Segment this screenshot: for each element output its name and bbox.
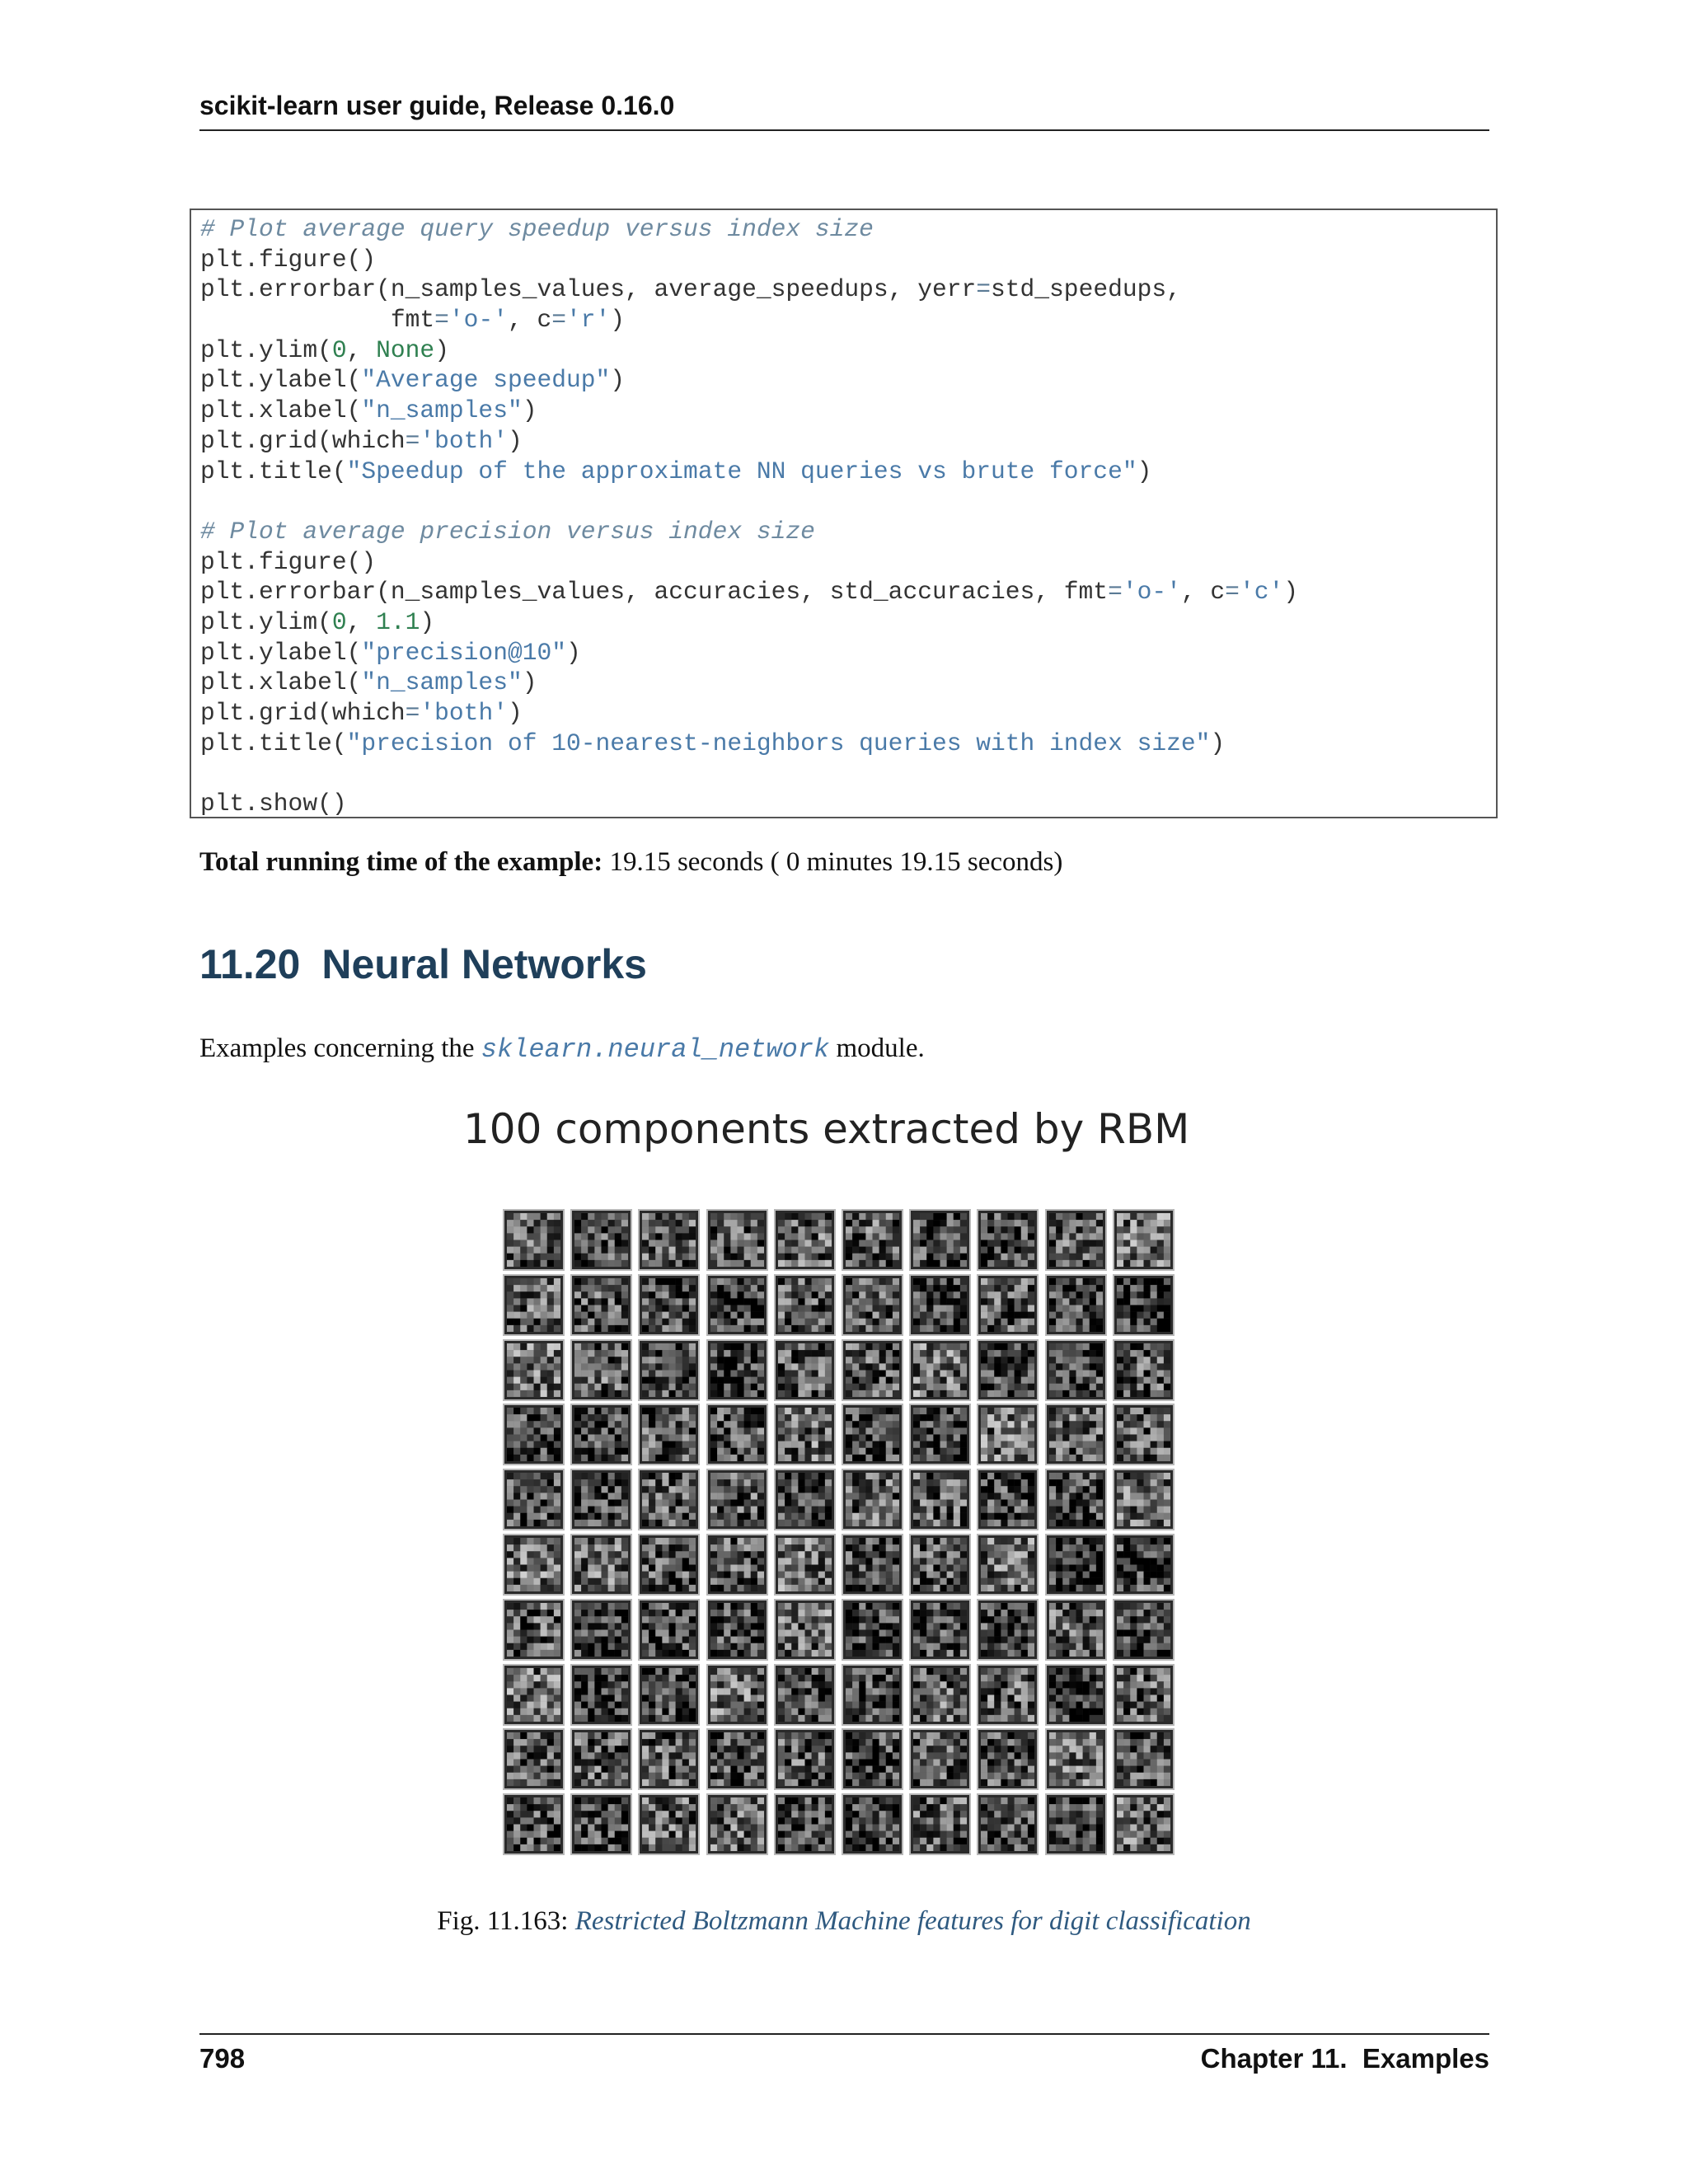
rbm-component-thumbnail xyxy=(572,1470,631,1529)
caption-link[interactable]: Restricted Boltzmann Machine features for digit classification xyxy=(574,1906,1251,1936)
code-line xyxy=(200,668,1298,698)
figure-caption xyxy=(0,1904,1688,1938)
rbm-component-thumbnail xyxy=(708,1535,767,1594)
code-token: plt.figure() xyxy=(200,547,377,576)
rbm-component-thumbnail xyxy=(572,1666,631,1724)
rbm-component-thumbnail xyxy=(911,1601,969,1659)
figure-title: 100 components extracted by RBM xyxy=(463,1105,1190,1153)
rbm-component-thumbnail xyxy=(843,1211,902,1269)
rbm-component-thumbnail xyxy=(978,1795,1037,1854)
code-token: ) xyxy=(522,668,537,697)
rbm-components-grid xyxy=(504,1211,1184,1857)
rbm-component-thumbnail xyxy=(978,1470,1037,1529)
code-token: 0 xyxy=(331,335,347,364)
code-token: = xyxy=(1108,578,1123,607)
rbm-component-thumbnail xyxy=(504,1795,563,1854)
rbm-component-thumbnail xyxy=(504,1211,563,1269)
rbm-component-thumbnail xyxy=(1114,1535,1173,1594)
rbm-component-thumbnail xyxy=(572,1535,631,1594)
code-line xyxy=(200,214,1298,245)
code-token: plt.show() xyxy=(200,790,347,818)
code-token: "Average speedup" xyxy=(361,366,611,395)
rbm-component-thumbnail xyxy=(708,1601,767,1659)
code-token: = xyxy=(551,306,567,335)
rbm-component-thumbnail xyxy=(978,1211,1037,1269)
rbm-component-thumbnail xyxy=(1114,1405,1173,1464)
code-token: plt.grid(which xyxy=(200,699,406,727)
total-time-label: Total running time of the example: xyxy=(199,847,603,877)
code-token: plt.ylim( xyxy=(200,335,332,364)
code-token: 0 xyxy=(331,607,347,636)
rbm-component-thumbnail xyxy=(708,1666,767,1724)
code-token: , c xyxy=(507,306,552,335)
code-token: 'both' xyxy=(420,699,508,727)
rbm-component-thumbnail xyxy=(911,1535,969,1594)
rbm-component-thumbnail xyxy=(572,1730,631,1788)
rbm-component-thumbnail xyxy=(1114,1341,1173,1399)
code-token: plt.ylim( xyxy=(200,607,332,636)
rbm-component-thumbnail xyxy=(640,1405,698,1464)
code-token: "Speedup of the approximate NN queries vs brute force" xyxy=(346,457,1137,485)
page-number: 798 xyxy=(199,2043,246,2074)
rbm-component-thumbnail xyxy=(776,1535,834,1594)
code-token: , xyxy=(346,607,377,636)
code-token: ) xyxy=(434,335,449,364)
rbm-component-thumbnail xyxy=(640,1211,698,1269)
code-token: 'c' xyxy=(1239,578,1284,607)
total-time-value: 19.15 seconds ( 0 minutes 19.15 seconds) xyxy=(603,847,1063,877)
rbm-component-thumbnail xyxy=(1047,1470,1105,1529)
chapter-label: Chapter 11. Examples xyxy=(1200,2043,1489,2074)
code-token: plt.xlabel( xyxy=(200,668,362,697)
code-token: plt.errorbar(n_samples_values, average_speedups, yerr xyxy=(200,275,977,304)
rbm-component-thumbnail xyxy=(1047,1730,1105,1788)
rbm-component-thumbnail xyxy=(572,1795,631,1854)
code-token: 'both' xyxy=(420,426,508,455)
code-listing xyxy=(200,214,1298,819)
rbm-component-thumbnail xyxy=(978,1341,1037,1399)
code-line xyxy=(200,486,1298,517)
section-number: 11.20 xyxy=(199,941,301,987)
rbm-component-thumbnail xyxy=(504,1405,563,1464)
section-heading xyxy=(199,940,647,989)
rbm-component-thumbnail xyxy=(776,1795,834,1854)
rbm-component-thumbnail xyxy=(708,1276,767,1334)
code-token: = xyxy=(976,275,992,304)
total-running-time xyxy=(199,845,1062,879)
code-line xyxy=(200,758,1298,789)
intro-text-after: module. xyxy=(829,1033,925,1063)
code-token: plt.ylabel( xyxy=(200,638,362,667)
rbm-component-thumbnail xyxy=(843,1470,902,1529)
rbm-component-thumbnail xyxy=(1114,1211,1173,1269)
intro-text-before: Examples concerning the xyxy=(199,1033,481,1063)
code-token: # Plot average precision versus index size xyxy=(200,517,815,546)
rbm-component-thumbnail xyxy=(978,1601,1037,1659)
code-token: ) xyxy=(522,396,537,425)
rbm-component-thumbnail xyxy=(708,1341,767,1399)
rbm-component-thumbnail xyxy=(911,1211,969,1269)
rbm-component-thumbnail xyxy=(708,1730,767,1788)
code-token: # Plot average query speedup versus index size xyxy=(200,215,874,243)
rbm-component-thumbnail xyxy=(843,1666,902,1724)
section-title: Neural Networks xyxy=(321,941,647,987)
rbm-component-thumbnail xyxy=(572,1341,631,1399)
rbm-component-thumbnail xyxy=(911,1276,969,1334)
rbm-component-thumbnail xyxy=(978,1666,1037,1724)
rbm-component-thumbnail xyxy=(640,1795,698,1854)
rbm-component-thumbnail xyxy=(1047,1276,1105,1334)
code-token: plt.title( xyxy=(200,729,347,757)
rbm-component-thumbnail xyxy=(708,1211,767,1269)
rbm-component-thumbnail xyxy=(911,1470,969,1529)
rbm-component-thumbnail xyxy=(843,1276,902,1334)
code-line xyxy=(200,698,1298,729)
rbm-component-thumbnail xyxy=(911,1666,969,1724)
rbm-component-thumbnail xyxy=(776,1470,834,1529)
code-token: ) xyxy=(1283,578,1298,607)
code-token: 'o-' xyxy=(1122,578,1181,607)
rbm-component-thumbnail xyxy=(776,1405,834,1464)
code-token: "precision of 10-nearest-neighbors queries with index size" xyxy=(346,729,1211,757)
rbm-component-thumbnail xyxy=(640,1535,698,1594)
code-line xyxy=(200,607,1298,638)
rbm-component-thumbnail xyxy=(843,1601,902,1659)
rbm-component-thumbnail xyxy=(843,1341,902,1399)
code-line xyxy=(200,638,1298,668)
code-token: plt.title( xyxy=(200,457,347,485)
rbm-component-thumbnail xyxy=(572,1211,631,1269)
rbm-component-thumbnail xyxy=(978,1535,1037,1594)
rbm-component-thumbnail xyxy=(640,1730,698,1788)
running-header: scikit-learn user guide, Release 0.16.0 xyxy=(199,91,675,120)
code-token: , c xyxy=(1180,578,1226,607)
code-line xyxy=(200,517,1298,547)
code-token: ) xyxy=(610,306,626,335)
rbm-component-thumbnail xyxy=(1114,1601,1173,1659)
code-token: plt.grid(which xyxy=(200,426,406,455)
rbm-component-thumbnail xyxy=(843,1730,902,1788)
code-token: None xyxy=(376,335,435,364)
rbm-component-thumbnail xyxy=(1047,1211,1105,1269)
rbm-component-thumbnail xyxy=(978,1405,1037,1464)
rbm-component-thumbnail xyxy=(1114,1470,1173,1529)
code-token: fmt xyxy=(200,306,435,335)
code-token: = xyxy=(405,699,420,727)
rbm-component-thumbnail xyxy=(978,1276,1037,1334)
code-token: ) xyxy=(507,699,523,727)
caption-prefix: Fig. 11.163: xyxy=(437,1906,575,1936)
rbm-component-thumbnail xyxy=(911,1730,969,1788)
rbm-component-thumbnail xyxy=(504,1341,563,1399)
rbm-component-thumbnail xyxy=(708,1470,767,1529)
code-token: ) xyxy=(507,426,523,455)
rbm-component-thumbnail xyxy=(504,1601,563,1659)
rbm-component-thumbnail xyxy=(1047,1601,1105,1659)
code-token: "n_samples" xyxy=(361,668,523,697)
code-token: 'r' xyxy=(566,306,611,335)
code-token: ) xyxy=(1137,457,1152,485)
rbm-component-thumbnail xyxy=(504,1470,563,1529)
intro-paragraph xyxy=(199,1031,925,1067)
rbm-component-thumbnail xyxy=(843,1795,902,1854)
rbm-component-thumbnail xyxy=(776,1341,834,1399)
code-token: plt.xlabel( xyxy=(200,396,362,425)
rbm-component-thumbnail xyxy=(1047,1535,1105,1594)
code-line xyxy=(200,274,1298,305)
rbm-component-thumbnail xyxy=(1114,1730,1173,1788)
code-line xyxy=(200,789,1298,819)
code-token: 'o-' xyxy=(448,306,508,335)
code-line xyxy=(200,335,1298,366)
code-token: ) xyxy=(1210,729,1226,757)
rbm-component-thumbnail xyxy=(572,1276,631,1334)
rbm-component-thumbnail xyxy=(640,1470,698,1529)
code-line xyxy=(200,365,1298,396)
rbm-component-thumbnail xyxy=(708,1405,767,1464)
code-line xyxy=(200,729,1298,759)
rbm-component-thumbnail xyxy=(911,1341,969,1399)
rbm-component-thumbnail xyxy=(572,1405,631,1464)
code-token: plt.ylabel( xyxy=(200,366,362,395)
module-link[interactable]: sklearn.neural_network xyxy=(481,1034,830,1065)
code-line xyxy=(200,245,1298,275)
rbm-component-thumbnail xyxy=(978,1730,1037,1788)
rbm-component-thumbnail xyxy=(843,1405,902,1464)
rbm-component-thumbnail xyxy=(843,1535,902,1594)
code-line xyxy=(200,396,1298,426)
code-token: std_speedups, xyxy=(991,275,1181,304)
rbm-component-thumbnail xyxy=(504,1730,563,1788)
footer-rule xyxy=(199,2033,1489,2035)
rbm-component-thumbnail xyxy=(911,1405,969,1464)
code-token: ) xyxy=(566,638,581,667)
rbm-component-thumbnail xyxy=(640,1341,698,1399)
header-rule xyxy=(199,129,1489,131)
rbm-component-thumbnail xyxy=(1114,1795,1173,1854)
code-line xyxy=(200,577,1298,607)
code-line xyxy=(200,305,1298,335)
rbm-component-thumbnail xyxy=(640,1601,698,1659)
code-token: = xyxy=(405,426,420,455)
rbm-component-thumbnail xyxy=(708,1795,767,1854)
rbm-component-thumbnail xyxy=(1114,1666,1173,1724)
code-token: plt.errorbar(n_samples_values, accuracies, std_accuracies, fmt xyxy=(200,578,1109,607)
rbm-component-thumbnail xyxy=(504,1276,563,1334)
code-token: ) xyxy=(420,607,435,636)
rbm-component-thumbnail xyxy=(640,1666,698,1724)
code-token: = xyxy=(1225,578,1240,607)
rbm-component-thumbnail xyxy=(776,1666,834,1724)
code-token: plt.figure() xyxy=(200,245,377,274)
code-line xyxy=(200,457,1298,487)
rbm-component-thumbnail xyxy=(1047,1405,1105,1464)
rbm-component-thumbnail xyxy=(776,1211,834,1269)
code-block xyxy=(190,209,1498,818)
code-token: , xyxy=(346,335,377,364)
code-line xyxy=(200,547,1298,578)
code-token: "n_samples" xyxy=(361,396,523,425)
rbm-component-thumbnail xyxy=(572,1601,631,1659)
rbm-component-thumbnail xyxy=(776,1730,834,1788)
rbm-component-thumbnail xyxy=(504,1535,563,1594)
rbm-component-thumbnail xyxy=(1047,1341,1105,1399)
rbm-component-thumbnail xyxy=(911,1795,969,1854)
rbm-component-thumbnail xyxy=(776,1276,834,1334)
code-token: = xyxy=(434,306,449,335)
code-token: "precision@10" xyxy=(361,638,566,667)
code-token: ) xyxy=(610,366,626,395)
rbm-component-thumbnail xyxy=(640,1276,698,1334)
rbm-component-thumbnail xyxy=(776,1601,834,1659)
rbm-component-thumbnail xyxy=(1047,1795,1105,1854)
rbm-component-thumbnail xyxy=(504,1666,563,1724)
rbm-component-thumbnail xyxy=(1114,1276,1173,1334)
code-token: 1.1 xyxy=(376,607,420,636)
code-line xyxy=(200,426,1298,457)
rbm-component-thumbnail xyxy=(1047,1666,1105,1724)
